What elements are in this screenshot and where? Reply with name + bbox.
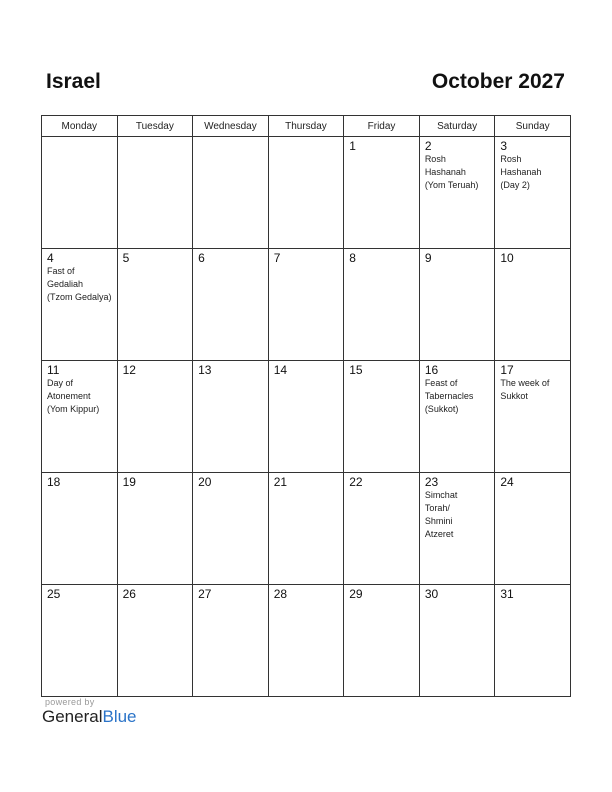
day-cell bbox=[344, 361, 420, 473]
day-number: 16 bbox=[424, 363, 439, 377]
day-number: 29 bbox=[349, 587, 363, 601]
day-cell bbox=[268, 585, 344, 697]
day-cell bbox=[344, 585, 420, 697]
day-cell bbox=[42, 585, 118, 697]
day-cell bbox=[193, 585, 269, 697]
day-cell bbox=[42, 137, 118, 249]
day-cell bbox=[495, 249, 571, 361]
holiday-label: Feast of bbox=[424, 378, 458, 388]
day-cell bbox=[495, 585, 571, 697]
holiday-label: Atonement bbox=[47, 391, 91, 401]
day-cell bbox=[419, 473, 495, 585]
day-cell bbox=[495, 361, 571, 473]
weekday-saturday: Saturday bbox=[419, 116, 495, 137]
day-cell bbox=[268, 137, 344, 249]
day-cell bbox=[117, 137, 193, 249]
day-number: 9 bbox=[424, 251, 432, 265]
holiday-label: (Yom Teruah) bbox=[424, 180, 479, 190]
brand-general-text: General bbox=[42, 707, 103, 726]
weekday-wednesday: Wednesday bbox=[193, 116, 269, 137]
powered-by-text: powered by bbox=[45, 697, 95, 707]
day-cell bbox=[495, 473, 571, 585]
day-number: 24 bbox=[500, 475, 514, 489]
day-cell bbox=[344, 473, 420, 585]
day-number: 5 bbox=[122, 251, 130, 265]
day-cell bbox=[117, 361, 193, 473]
day-cell bbox=[419, 585, 495, 697]
weekday-thursday: Thursday bbox=[268, 116, 344, 137]
brand-blue-text: Blue bbox=[102, 707, 137, 726]
holiday-label: Rosh bbox=[500, 154, 522, 164]
day-cell bbox=[117, 473, 193, 585]
holiday-label: (Tzom Gedalya) bbox=[47, 292, 112, 302]
day-cell bbox=[495, 137, 571, 249]
day-number: 3 bbox=[500, 139, 508, 153]
day-number: 15 bbox=[349, 363, 363, 377]
day-number: 13 bbox=[198, 363, 212, 377]
day-cell bbox=[268, 249, 344, 361]
day-number: 23 bbox=[424, 475, 439, 489]
day-cell bbox=[117, 585, 193, 697]
day-number: 1 bbox=[349, 139, 356, 153]
holiday-label: Shmini bbox=[424, 516, 453, 526]
holiday-label: Simchat bbox=[424, 490, 458, 500]
day-number: 20 bbox=[198, 475, 212, 489]
day-number: 7 bbox=[273, 251, 281, 265]
day-cell bbox=[42, 249, 118, 361]
weekday-tuesday: Tuesday bbox=[117, 116, 193, 137]
day-number: 8 bbox=[349, 251, 356, 265]
holiday-label: Hashanah bbox=[424, 167, 466, 177]
day-number: 30 bbox=[424, 587, 439, 601]
day-number: 22 bbox=[349, 475, 363, 489]
day-number: 25 bbox=[47, 587, 61, 601]
day-number: 4 bbox=[47, 251, 54, 265]
day-cell bbox=[193, 473, 269, 585]
holiday-label: (Sukkot) bbox=[424, 404, 459, 414]
weekday-friday: Friday bbox=[344, 116, 420, 137]
holiday-label: Fast of Gedaliah bbox=[47, 266, 84, 289]
day-number: 6 bbox=[198, 251, 205, 265]
day-number: 18 bbox=[47, 475, 61, 489]
holiday-label: Rosh bbox=[424, 154, 446, 164]
holiday-label: (Yom Kippur) bbox=[47, 404, 100, 414]
weekday-header-row bbox=[42, 116, 571, 137]
day-cell bbox=[344, 249, 420, 361]
day-cell bbox=[193, 249, 269, 361]
month-title: October 2027 bbox=[431, 70, 565, 93]
day-cell bbox=[419, 361, 495, 473]
weekday-monday: Monday bbox=[42, 116, 118, 137]
day-cell bbox=[419, 249, 495, 361]
holiday-label: (Day 2) bbox=[500, 180, 530, 190]
weekday-sunday: Sunday bbox=[495, 116, 571, 137]
day-number: 11 bbox=[47, 363, 60, 377]
calendar-body bbox=[42, 137, 571, 697]
holiday-label: Tabernacles bbox=[424, 391, 474, 401]
day-cell bbox=[42, 361, 118, 473]
week-row bbox=[42, 137, 571, 249]
day-cell bbox=[193, 361, 269, 473]
day-number: 17 bbox=[500, 363, 514, 377]
day-number: 12 bbox=[122, 363, 136, 377]
week-row bbox=[42, 361, 571, 473]
day-number: 19 bbox=[122, 475, 136, 489]
calendar-grid bbox=[41, 115, 571, 697]
day-number: 26 bbox=[122, 587, 136, 601]
day-number: 28 bbox=[273, 587, 288, 601]
day-cell bbox=[268, 361, 344, 473]
week-row bbox=[42, 249, 571, 361]
day-cell bbox=[42, 473, 118, 585]
country-title: Israel bbox=[46, 70, 101, 93]
week-row bbox=[42, 585, 571, 697]
week-row bbox=[42, 473, 571, 585]
generalblue-logo bbox=[42, 707, 137, 727]
holiday-label: Sukkot bbox=[500, 391, 528, 401]
day-cell bbox=[193, 137, 269, 249]
day-number: 27 bbox=[198, 587, 212, 601]
holiday-label: Atzeret bbox=[424, 529, 454, 539]
day-number: 31 bbox=[500, 587, 514, 601]
day-cell bbox=[344, 137, 420, 249]
day-cell bbox=[419, 137, 495, 249]
day-number: 14 bbox=[273, 363, 288, 377]
day-number: 10 bbox=[500, 251, 514, 265]
day-number: 21 bbox=[273, 475, 288, 489]
day-number: 2 bbox=[424, 139, 432, 153]
holiday-label: The week of bbox=[500, 378, 550, 388]
day-cell bbox=[117, 249, 193, 361]
holiday-label: Day of bbox=[47, 378, 74, 388]
holiday-label: Torah/ bbox=[424, 503, 450, 513]
holiday-label: Hashanah bbox=[500, 167, 542, 177]
day-cell bbox=[268, 473, 344, 585]
